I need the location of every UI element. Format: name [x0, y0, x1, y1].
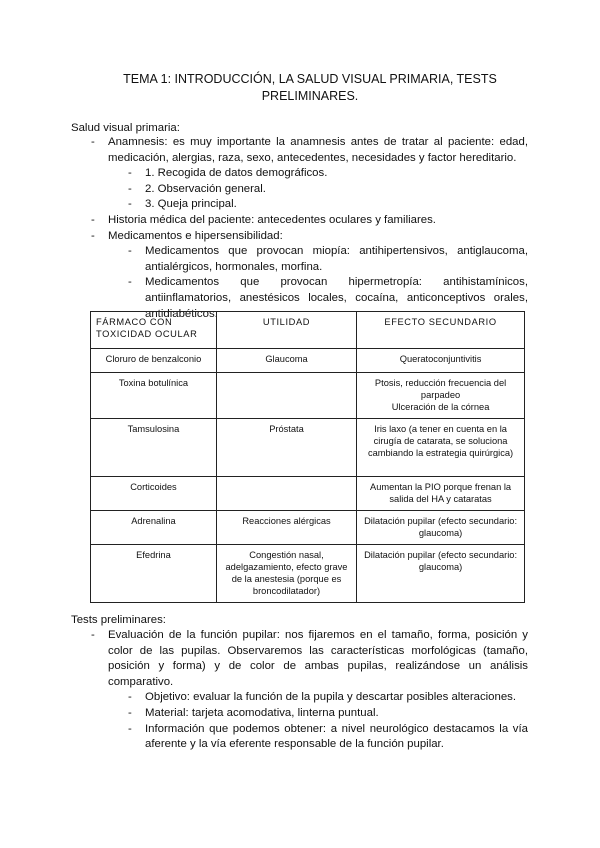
cell-utilidad: Reacciones alérgicas	[216, 511, 356, 545]
table-header-row	[91, 312, 525, 349]
cell-utilidad: Glaucoma	[216, 349, 356, 373]
evaluacion-sublist	[108, 690, 528, 752]
header-farmaco: FÁRMACO CON TOXICIDAD OCULAR	[91, 312, 217, 349]
cell-utilidad: Próstata	[216, 419, 356, 477]
header-utilidad: UTILIDAD	[216, 312, 356, 349]
cell-efecto: Aumentan la PIO porque frenan la salida del HA y cataratas	[357, 477, 525, 511]
anamnesis-steps	[108, 166, 528, 213]
anamnesis-text: Anamnesis: es muy importante la anamnesis antes de tratar al paciente: edad, medicación, alergias, raza, sexo, antecedentes, necesidades y factor hereditario.	[108, 136, 528, 164]
cell-farmaco: Adrenalina	[91, 511, 217, 545]
cell-utilidad	[216, 477, 356, 511]
cell-farmaco: Efedrina	[91, 545, 217, 603]
table-row	[91, 545, 525, 603]
salud-list	[108, 135, 528, 322]
cell-utilidad	[216, 373, 356, 419]
cell-efecto: Queratoconjuntivitis	[357, 349, 525, 373]
cell-farmaco: Toxina botulínica	[91, 373, 217, 419]
miopia-item: - Medicamentos que provocan miopía: antihipertensivos, antiglaucoma, antialérgicos, hormonales, morfina.	[145, 244, 528, 275]
medicamentos-text: Medicamentos e hipersensibilidad:	[108, 229, 283, 242]
cell-efecto: Ptosis, reducción frecuencia del parpadeo Ulceración de la córnea	[357, 373, 525, 419]
table-row	[91, 511, 525, 545]
step-item: - 1. Recogida de datos demográficos.	[145, 166, 528, 182]
informacion-item: - Información que podemos obtener: a nivel neurológico destacamos la vía aferente y la vía eferente responsable de la función pupilar.	[145, 722, 528, 753]
step-item: - 2. Observación general.	[145, 182, 528, 198]
cell-efecto: Dilatación pupilar (efecto secundario: glaucoma)	[357, 545, 525, 603]
title-line-1: TEMA 1: INTRODUCCIÓN, LA SALUD VISUAL PRIMARIA, TESTS	[123, 72, 497, 86]
hipermetropia-item: - Medicamentos que provocan hipermetropía: antihistamínicos, antiinflamatorios, anestésicos locales, cocaína, anticonceptivos orales, antidiabéticos.	[145, 275, 528, 322]
drug-table	[90, 311, 525, 603]
cell-farmaco: Cloruro de benzalconio	[91, 349, 217, 373]
cell-efecto: Iris laxo (a tener en cuenta en la cirugía de catarata, se soluciona cambiando la estrategia quirúrgica)	[357, 419, 525, 477]
evaluacion-item	[108, 628, 528, 753]
evaluacion-text: Evaluación de la función pupilar: nos fijaremos en el tamaño, forma, posición y color de las pupilas. Observaremos las características morfológicas (tamaño, posición y forma) y de color de ambas pupilas, realizándose un análisis comparativo.	[108, 629, 528, 688]
tests-list	[108, 628, 528, 753]
medicamentos-item	[108, 229, 528, 323]
header-efecto: EFECTO SECUNDARIO	[357, 312, 525, 349]
title-line-2: PRELIMINARES.	[261, 89, 359, 103]
table-row	[91, 373, 525, 419]
cell-farmaco: Corticoides	[91, 477, 217, 511]
historia-item: - Historia médica del paciente: antecedentes oculares y familiares.	[108, 213, 528, 229]
table-row	[91, 419, 525, 477]
material-item: - Material: tarjeta acomodativa, linterna puntual.	[145, 706, 528, 722]
anamnesis-item	[108, 135, 528, 213]
table-row	[91, 477, 525, 511]
step-item: - 3. Queja principal.	[145, 197, 528, 213]
page-title	[60, 71, 560, 105]
tests-heading: Tests preliminares:	[71, 614, 166, 626]
objetivo-item: - Objetivo: evaluar la función de la pupila y descartar posibles alteraciones.	[145, 690, 528, 706]
cell-farmaco: Tamsulosina	[91, 419, 217, 477]
table-row	[91, 349, 525, 373]
cell-efecto: Dilatación pupilar (efecto secundario: glaucoma)	[357, 511, 525, 545]
cell-utilidad: Congestión nasal, adelgazamiento, efecto grave de la anestesia (porque es broncodilatador)	[216, 545, 356, 603]
salud-heading: Salud visual primaria:	[71, 122, 180, 134]
